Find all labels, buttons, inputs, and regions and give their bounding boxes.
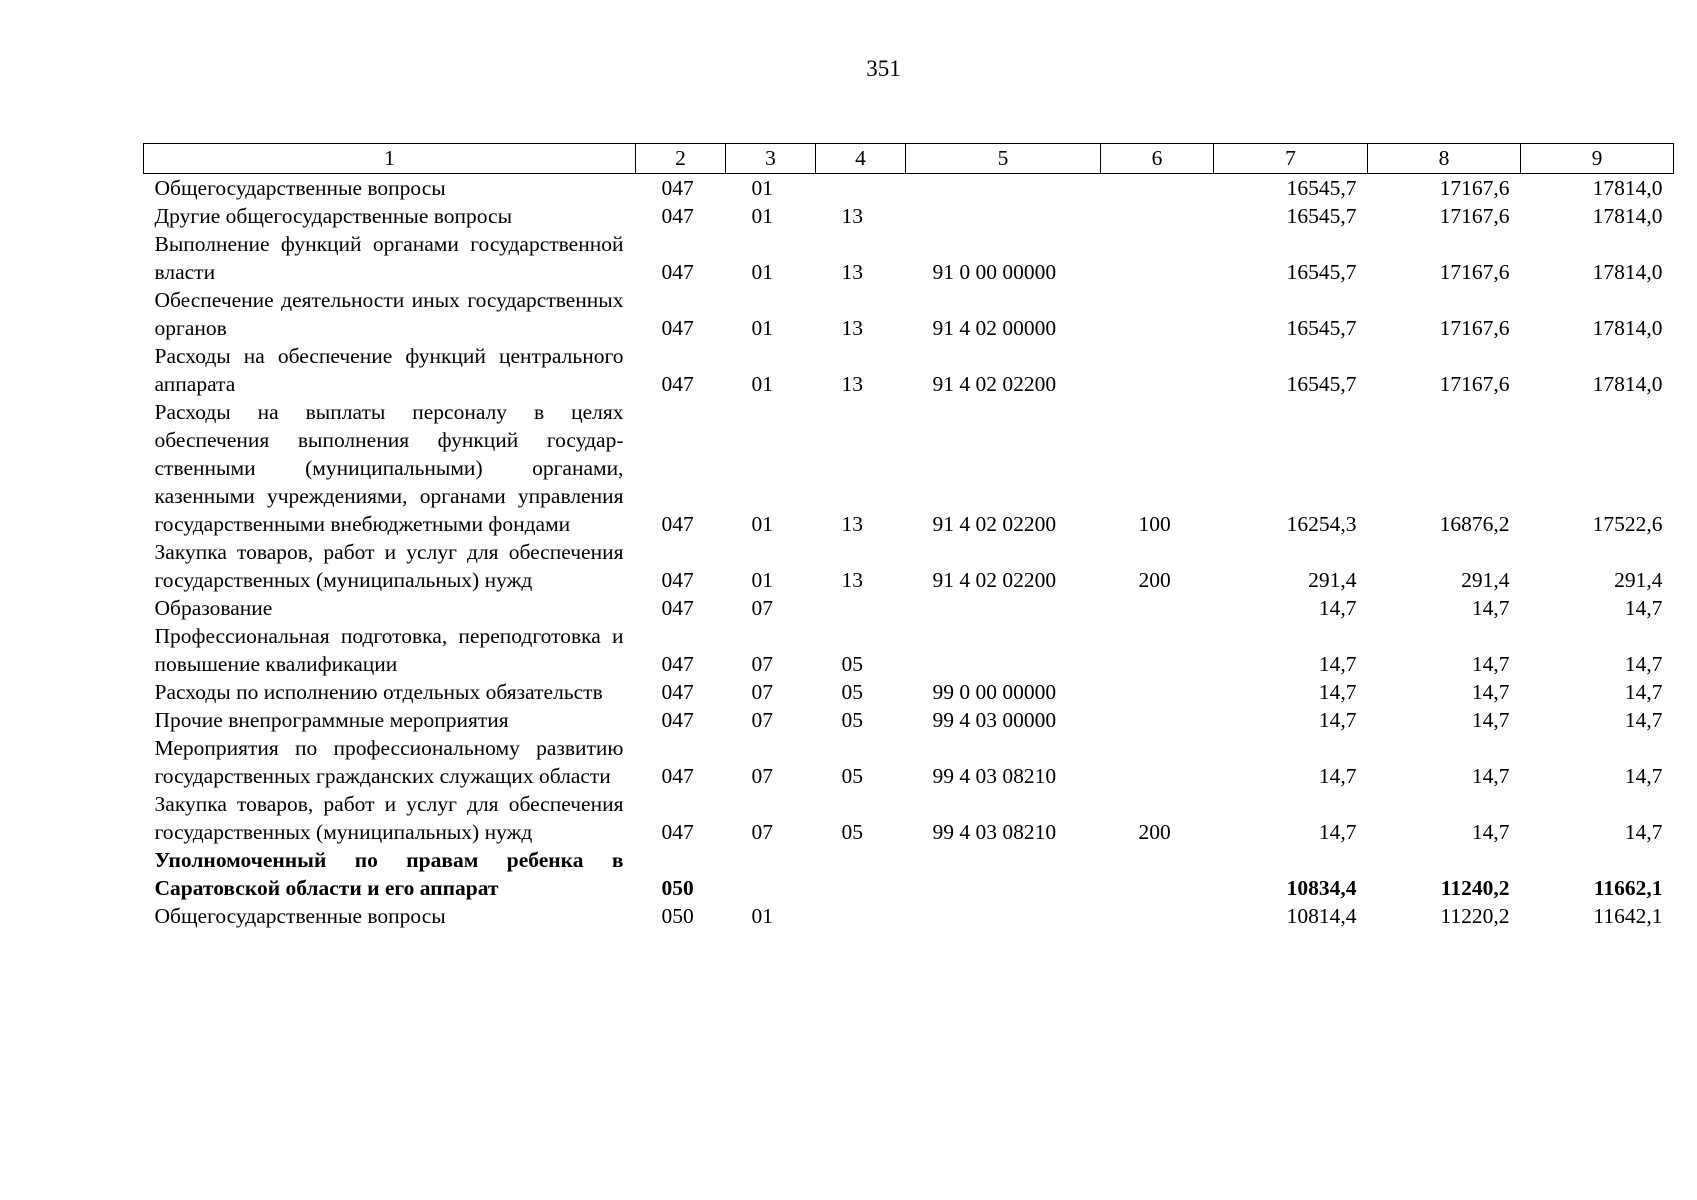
row-expense-type: [1101, 342, 1214, 398]
header-col-9: 9: [1521, 144, 1674, 174]
row-expense-type: [1101, 174, 1214, 203]
row-admin-code: 047: [661, 568, 694, 592]
row-admin-code: 047: [661, 652, 694, 676]
table-row: [144, 790, 1674, 846]
table-row: [144, 594, 1674, 622]
row-admin-code: 050: [661, 876, 694, 900]
row-subsection: 05: [841, 680, 863, 704]
row-section: 01: [751, 204, 773, 228]
row-amount-col8: 17167,6: [1439, 260, 1510, 284]
row-section: 01: [751, 316, 773, 340]
row-amount-col9: 11642,1: [1593, 904, 1663, 928]
row-expense-type: [1101, 594, 1214, 622]
row-expense-type: [1101, 202, 1214, 230]
row-amount-col7: 16545,7: [1286, 260, 1357, 284]
row-subsection: [816, 846, 906, 902]
row-amount-col9: 291,4: [1614, 568, 1663, 592]
row-amount-col7: 14,7: [1318, 596, 1357, 620]
row-expense-type: [1101, 622, 1214, 678]
row-admin-code: 047: [661, 596, 694, 620]
table-row: [144, 398, 1674, 538]
table-row: [144, 230, 1674, 286]
row-section: 07: [751, 764, 773, 788]
row-admin-code: 047: [661, 512, 694, 536]
row-amount-col7: 16545,7: [1286, 372, 1357, 396]
row-amount-col8: 11240,2: [1440, 876, 1510, 900]
row-name: Расходы на обеспечение функций центрального аппарата: [154, 344, 624, 396]
row-name: Расходы на выплаты персоналу в целях обеспечения выполнения функций государственными (муниципальными) органами, казенными учреждениями, органами управления государственными внебюджетными фондами: [154, 400, 624, 536]
row-subsection: 13: [841, 316, 863, 340]
table-row: [144, 286, 1674, 342]
row-name: Профессиональная подготовка, переподготовка и повышение квалификации: [154, 624, 624, 676]
row-amount-col9: 17814,0: [1592, 260, 1663, 284]
row-admin-code: 047: [661, 708, 694, 732]
header-col-8: 8: [1368, 144, 1521, 174]
row-target-article: 91 4 02 00000: [932, 316, 1057, 340]
row-expense-type: 100: [1138, 512, 1171, 536]
row-amount-col8: 17167,6: [1439, 316, 1510, 340]
row-name: Выполнение функций органами государственной власти: [154, 232, 624, 284]
row-subsection: 13: [841, 568, 863, 592]
row-amount-col9: 14,7: [1624, 764, 1663, 788]
row-expense-type: 200: [1138, 820, 1171, 844]
row-name: Уполномоченный по правам ребенка в Саратовской области и его аппарат: [154, 848, 624, 900]
budget-table: [143, 143, 1674, 930]
row-amount-col9: 17814,0: [1592, 372, 1663, 396]
row-amount-col8: 17167,6: [1439, 204, 1510, 228]
row-amount-col9: 17814,0: [1592, 316, 1663, 340]
row-subsection: 13: [841, 512, 863, 536]
row-subsection: 13: [841, 372, 863, 396]
table-body: [144, 174, 1674, 931]
row-amount-col9: 14,7: [1624, 596, 1663, 620]
row-amount-col8: 14,7: [1471, 680, 1510, 704]
row-amount-col9: 14,7: [1624, 652, 1663, 676]
row-admin-code: 047: [661, 204, 694, 228]
table-row: [144, 902, 1674, 930]
row-target-article: 99 4 03 08210: [932, 820, 1057, 844]
row-expense-type: [1101, 902, 1214, 930]
table-row: [144, 622, 1674, 678]
row-expense-type: [1101, 734, 1214, 790]
row-admin-code: 050: [661, 904, 694, 928]
row-subsection: [816, 174, 906, 203]
row-amount-col7: 10814,4: [1286, 904, 1357, 928]
row-amount-col7: 14,7: [1318, 680, 1357, 704]
row-amount-col7: 16545,7: [1286, 176, 1357, 200]
header-col-6: 6: [1101, 144, 1214, 174]
row-target-article: 99 4 03 08210: [932, 764, 1057, 788]
row-section: 01: [751, 904, 773, 928]
row-amount-col9: 11662,1: [1593, 876, 1663, 900]
row-section: 01: [751, 512, 773, 536]
row-section: 01: [751, 176, 773, 200]
row-amount-col8: 17167,6: [1439, 176, 1510, 200]
row-target-article: [906, 622, 1101, 678]
row-admin-code: 047: [661, 764, 694, 788]
row-section: 01: [751, 372, 773, 396]
row-amount-col7: 16254,3: [1286, 512, 1357, 536]
row-amount-col7: 16545,7: [1286, 204, 1357, 228]
row-expense-type: 200: [1138, 568, 1171, 592]
table-row: [144, 846, 1674, 902]
row-section: 07: [751, 652, 773, 676]
row-expense-type: [1101, 230, 1214, 286]
header-col-5: 5: [906, 144, 1101, 174]
row-amount-col9: 17814,0: [1592, 204, 1663, 228]
table-row: [144, 202, 1674, 230]
row-name: Другие общегосударственные вопросы: [154, 204, 513, 228]
row-amount-col7: 10834,4: [1286, 876, 1357, 900]
row-amount-col7: 14,7: [1318, 820, 1357, 844]
row-amount-col9: 17522,6: [1592, 512, 1663, 536]
table-row: [144, 538, 1674, 594]
row-amount-col7: 291,4: [1308, 568, 1357, 592]
row-section: 07: [751, 596, 773, 620]
row-name: Закупка товаров, работ и услуг для обеспечения государственных (муниципальных) нужд: [154, 540, 624, 592]
row-target-article: 99 4 03 00000: [932, 708, 1057, 732]
row-amount-col8: 14,7: [1471, 820, 1510, 844]
row-amount-col8: 291,4: [1461, 568, 1510, 592]
row-subsection: 13: [841, 204, 863, 228]
row-target-article: 99 0 00 00000: [932, 680, 1057, 704]
row-amount-col9: 14,7: [1624, 680, 1663, 704]
row-expense-type: [1101, 678, 1214, 706]
row-name: Обеспечение деятельности иных государственных органов: [154, 288, 624, 340]
row-name: Расходы по исполнению отдельных обязательств: [154, 680, 603, 704]
table-row: [144, 678, 1674, 706]
row-target-article: [906, 846, 1101, 902]
row-section: 07: [751, 680, 773, 704]
row-section: 07: [751, 820, 773, 844]
row-amount-col8: 16876,2: [1439, 512, 1510, 536]
row-target-article: 91 0 00 00000: [932, 260, 1057, 284]
row-amount-col8: 11220,2: [1440, 904, 1510, 928]
row-name: Общегосударственные вопросы: [154, 176, 446, 200]
row-section: 01: [751, 260, 773, 284]
row-admin-code: 047: [661, 680, 694, 704]
row-amount-col8: 14,7: [1471, 596, 1510, 620]
row-amount-col7: 14,7: [1318, 708, 1357, 732]
header-col-1: 1: [144, 144, 636, 174]
row-target-article: 91 4 02 02200: [932, 372, 1057, 396]
row-subsection: 05: [841, 708, 863, 732]
header-col-4: 4: [816, 144, 906, 174]
row-subsection: 05: [841, 764, 863, 788]
row-amount-col8: 17167,6: [1439, 372, 1510, 396]
row-name: Мероприятия по профессиональному развитию государственных гражданских служащих области: [154, 736, 624, 788]
row-subsection: 05: [841, 652, 863, 676]
row-amount-col8: 14,7: [1471, 708, 1510, 732]
row-name: Общегосударственные вопросы: [154, 904, 446, 928]
row-amount-col8: 14,7: [1471, 764, 1510, 788]
row-section: 01: [751, 568, 773, 592]
row-amount-col8: 14,7: [1471, 652, 1510, 676]
row-subsection: [816, 902, 906, 930]
header-row: [144, 144, 1674, 174]
row-subsection: 13: [841, 260, 863, 284]
row-admin-code: 047: [661, 316, 694, 340]
row-subsection: 05: [841, 820, 863, 844]
row-target-article: [906, 202, 1101, 230]
page-number: 351: [866, 56, 901, 81]
row-amount-col7: 14,7: [1318, 652, 1357, 676]
row-amount-col9: 14,7: [1624, 708, 1663, 732]
header-col-3: 3: [726, 144, 816, 174]
row-target-article: 91 4 02 02200: [932, 568, 1057, 592]
row-amount-col7: 14,7: [1318, 764, 1357, 788]
row-amount-col7: 16545,7: [1286, 316, 1357, 340]
row-section: 07: [751, 708, 773, 732]
row-admin-code: 047: [661, 260, 694, 284]
row-name: Закупка товаров, работ и услуг для обеспечения государственных (муниципальных) нужд: [154, 792, 624, 844]
row-admin-code: 047: [661, 176, 694, 200]
row-target-article: [906, 594, 1101, 622]
row-target-article: [906, 174, 1101, 203]
row-admin-code: 047: [661, 372, 694, 396]
row-target-article: [906, 902, 1101, 930]
header-col-2: 2: [636, 144, 726, 174]
row-amount-col9: 17814,0: [1592, 176, 1663, 200]
row-expense-type: [1101, 706, 1214, 734]
header-col-7: 7: [1214, 144, 1368, 174]
row-name: Прочие внепрограммные мероприятия: [154, 708, 509, 732]
row-target-article: 91 4 02 02200: [932, 512, 1057, 536]
row-expense-type: [1101, 286, 1214, 342]
table-row: [144, 734, 1674, 790]
table-row: [144, 342, 1674, 398]
table-header: [144, 144, 1674, 174]
row-amount-col9: 14,7: [1624, 820, 1663, 844]
table-row: [144, 706, 1674, 734]
row-expense-type: [1101, 846, 1214, 902]
row-admin-code: 047: [661, 820, 694, 844]
row-subsection: [816, 594, 906, 622]
row-section: [726, 846, 816, 902]
row-name: Образование: [154, 596, 273, 620]
table-row: [144, 174, 1674, 203]
